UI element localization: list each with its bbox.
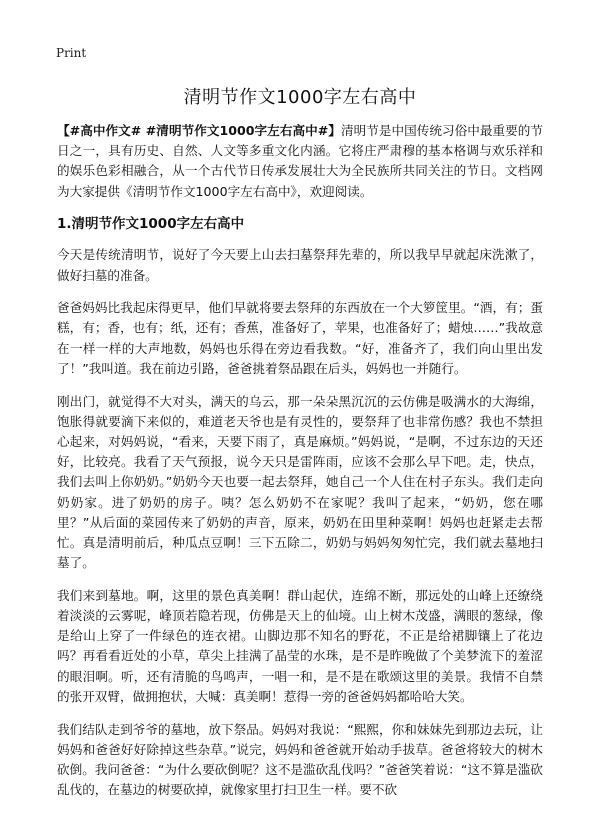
body-paragraph-4: 我们来到墓地。啊，这里的景色真美啊！群山起伏，连绵不断，那远处的山峰上还缭绕着淡淡的云雾呢，峰顶若隐若现，仿佛是天上的仙境。山上树木茂盛，满眼的葱绿，像是给山上穿了一件绿色的连衣裙。山脚边那不知名的野花，不正是给裙脚镶上了花边吗？再看看近处的小草，草尖上挂满了晶莹的水珠，是不是昨晚做了个美梦流下的羞涩的眼泪啊。听，还有清脆的鸟鸣声，一唱一和，是不是在歌颂这里的美景。我情不自禁的张开双臂，做拥抱状，大喊：真美啊！惹得一旁的爸爸妈妈都哈哈大笑。 xyxy=(57,587,543,704)
body-paragraph-3: 刚出门，就觉得不大对头，满天的乌云，那一朵朵黑沉沉的云仿佛是吸满水的大海绵，饱胀得就要滴下来似的，难道老天爷也是有灵性的，要祭拜了也非常伤感？我也不禁担心起来，对妈妈说，“看来，天要下雨了，真是麻烦。”妈妈说，“是啊，不过东边的天还好，比较亮。我看了天气预报，说今天只是雷阵雨，应该不会那么早下吧。走，快点，我们去叫上你奶奶。”奶奶今天也要一起去祭拜，她自己一个人住在村子东头。我们走向奶奶家。进了奶奶的房子。咦？怎么奶奶不在家呢？我叫了起来，“奶奶，您在哪里？”从后面的菜园传来了奶奶的声音，原来，奶奶在田里种菜啊！妈妈也赶紧走去帮忙。真是清明前后，种瓜点豆啊！三下五除二，奶奶与妈妈匆匆忙完，我们就去墓地扫墓了。 xyxy=(57,393,543,571)
body-paragraph-2: 爸爸妈妈比我起床得更早，他们早就将要去祭拜的东西放在一个大箩筐里。“酒，有；蛋糕，有；香，也有；纸，还有；香蕉，准备好了，苹果，也准备好了；蜡烛……”我故意在一样一样的大声地数，妈妈也乐得在旁边看我数。“好，准备齐了，我们向山里出发了！”我叫道。我在前边引路，爸爸挑着祭品跟在后头，妈妈也一并随行。 xyxy=(57,300,543,376)
print-label[interactable]: Print xyxy=(56,46,87,60)
intro-paragraph xyxy=(57,121,543,202)
body-paragraph-5: 我们结队走到爷爷的墓地，放下祭品。妈妈对我说：“熙熙，你和妹妹先到那边去玩，让妈妈和爸爸好好除掉这些杂草。”说完，妈妈和爸爸就开始动手拔草。爸爸将较大的树木砍倒。我问爸爸：“为什么要砍倒呢？这不是滥砍乱伐吗？”爸爸笑着说：“这不算是滥砍乱伐的，在墓边的树要砍掉，就像家里打扫卫生一样。要不砍 xyxy=(57,721,543,798)
article-body xyxy=(57,121,543,813)
section-heading: 1.清明节作文1000字左右高中 xyxy=(57,216,245,233)
intro-tags: 【#高中作文# #清明节作文1000字左右高中#】 xyxy=(57,123,341,138)
page-title: 清明节作文1000字左右高中 xyxy=(183,87,417,108)
intro-text: 清明节是中国传统习俗中最重要的节日之一，具有历史、自然、人文等多重文化内涵。它将庄严肃穆的基本格调与欢乐祥和的娱乐色彩相融合，从一个古代节日传承发展壮大为全民族所共同关注的节日。文档网为大家提供《清明节作文1000字左右高中》，欢迎阅读。 xyxy=(57,123,543,199)
body-paragraph-1: 今天是传统清明节，说好了今天要上山去扫墓祭拜先辈的，所以我早早就起床洗漱了，做好扫墓的准备。 xyxy=(57,247,543,283)
